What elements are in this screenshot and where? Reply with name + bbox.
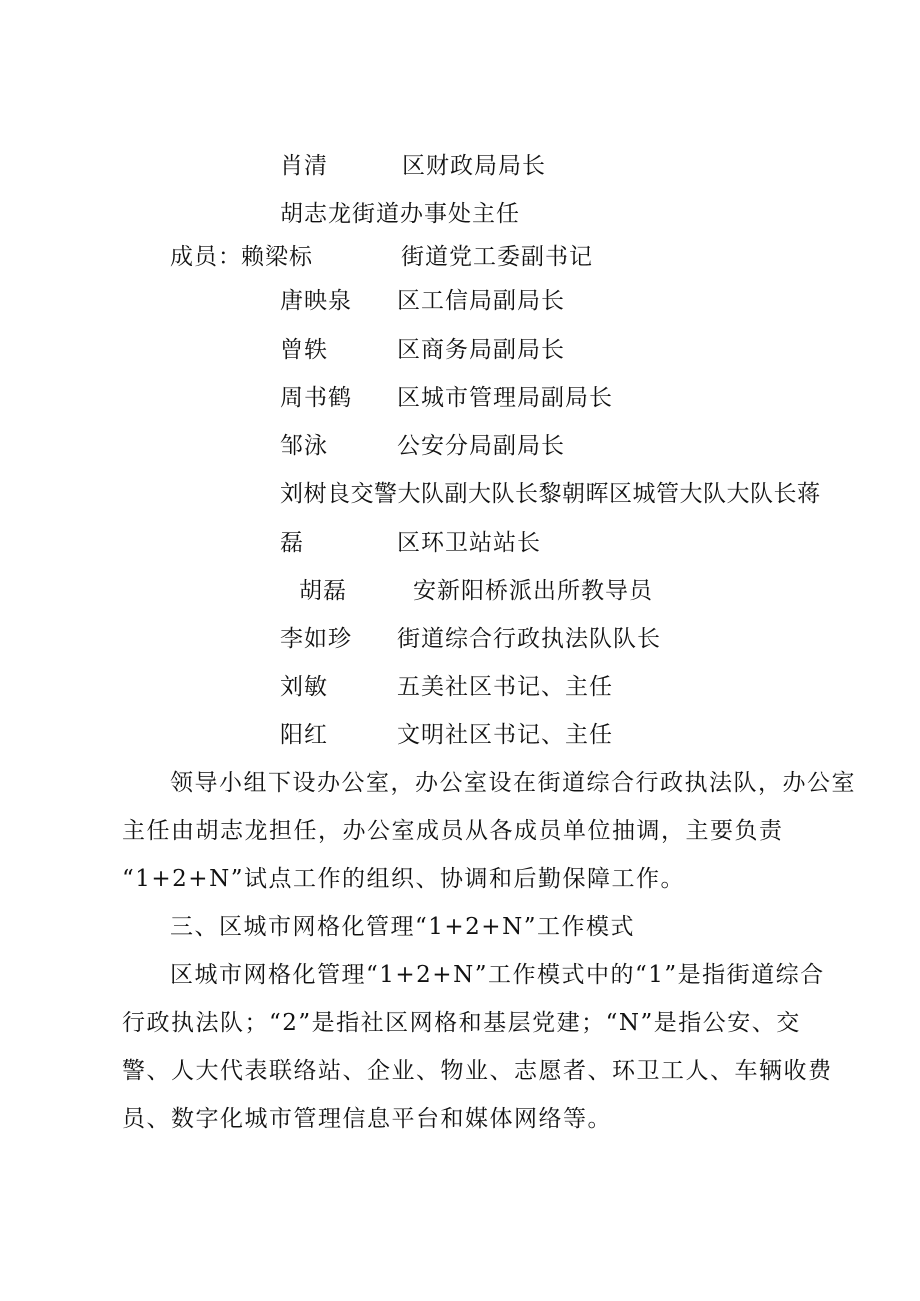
roster-line: 刘树良交警大队副大队长黎朝晖区城管大队大队长蒋 bbox=[280, 481, 821, 507]
paragraph-line: 员、数字化城市管理信息平台和媒体网络等。 bbox=[122, 1106, 612, 1132]
roster-title: 公安分局副局长 bbox=[397, 433, 565, 459]
paragraph-line: “1+2+N”试点工作的组织、协调和后勤保障工作。 bbox=[122, 866, 685, 892]
roster-title: 区工信局副局长 bbox=[397, 288, 565, 314]
paragraph-line: 主任由胡志龙担任，办公室成员从各成员单位抽调，主要负责 bbox=[122, 818, 784, 844]
roster-title: 文明社区书记、主任 bbox=[397, 722, 613, 748]
roster-title: 街道综合行政执法队队长 bbox=[397, 626, 661, 652]
paragraph-line: 领导小组下设办公室，办公室设在街道综合行政执法队，办公室 bbox=[170, 770, 856, 796]
roster-title: 五美社区书记、主任 bbox=[397, 674, 613, 700]
roster-name: 周书鹤 bbox=[280, 385, 352, 411]
roster-title: 区城市管理局副局长 bbox=[397, 385, 613, 411]
roster-line: 胡志龙街道办事处主任 bbox=[280, 201, 520, 227]
roster-name: 刘敏 bbox=[280, 674, 328, 700]
roster-name: 唐映泉 bbox=[280, 288, 352, 314]
roster-name: 邹泳 bbox=[280, 433, 328, 459]
paragraph-line: 区城市网格化管理“1+2+N”工作模式中的“1”是指街道综合 bbox=[170, 962, 825, 988]
roster-title: 安新阳桥派出所教导员 bbox=[413, 578, 653, 604]
paragraph-line: 行政执法队；“2”是指社区网格和基层党建；“N”是指公安、交 bbox=[122, 1010, 801, 1036]
roster-name: 胡磊 bbox=[299, 578, 347, 604]
roster-name: 阳红 bbox=[280, 722, 328, 748]
roster-name: 李如珍 bbox=[280, 626, 352, 652]
members-label: 成员： bbox=[170, 244, 242, 270]
roster-name: 赖梁标 bbox=[241, 244, 313, 270]
roster-title: 区商务局副局长 bbox=[397, 337, 565, 363]
roster-title: 街道党工委副书记 bbox=[401, 244, 593, 270]
roster-name: 曾轶 bbox=[280, 337, 328, 363]
roster-title: 区财政局局长 bbox=[402, 153, 546, 179]
section-heading: 三、区城市网格化管理“1+2+N”工作模式 bbox=[170, 914, 635, 940]
roster-name: 肖清 bbox=[280, 153, 328, 179]
paragraph-line: 警、人大代表联络站、企业、物业、志愿者、环卫工人、车辆收费 bbox=[122, 1058, 833, 1084]
roster-name: 磊 bbox=[280, 530, 304, 556]
roster-title: 区环卫站站长 bbox=[397, 530, 541, 556]
